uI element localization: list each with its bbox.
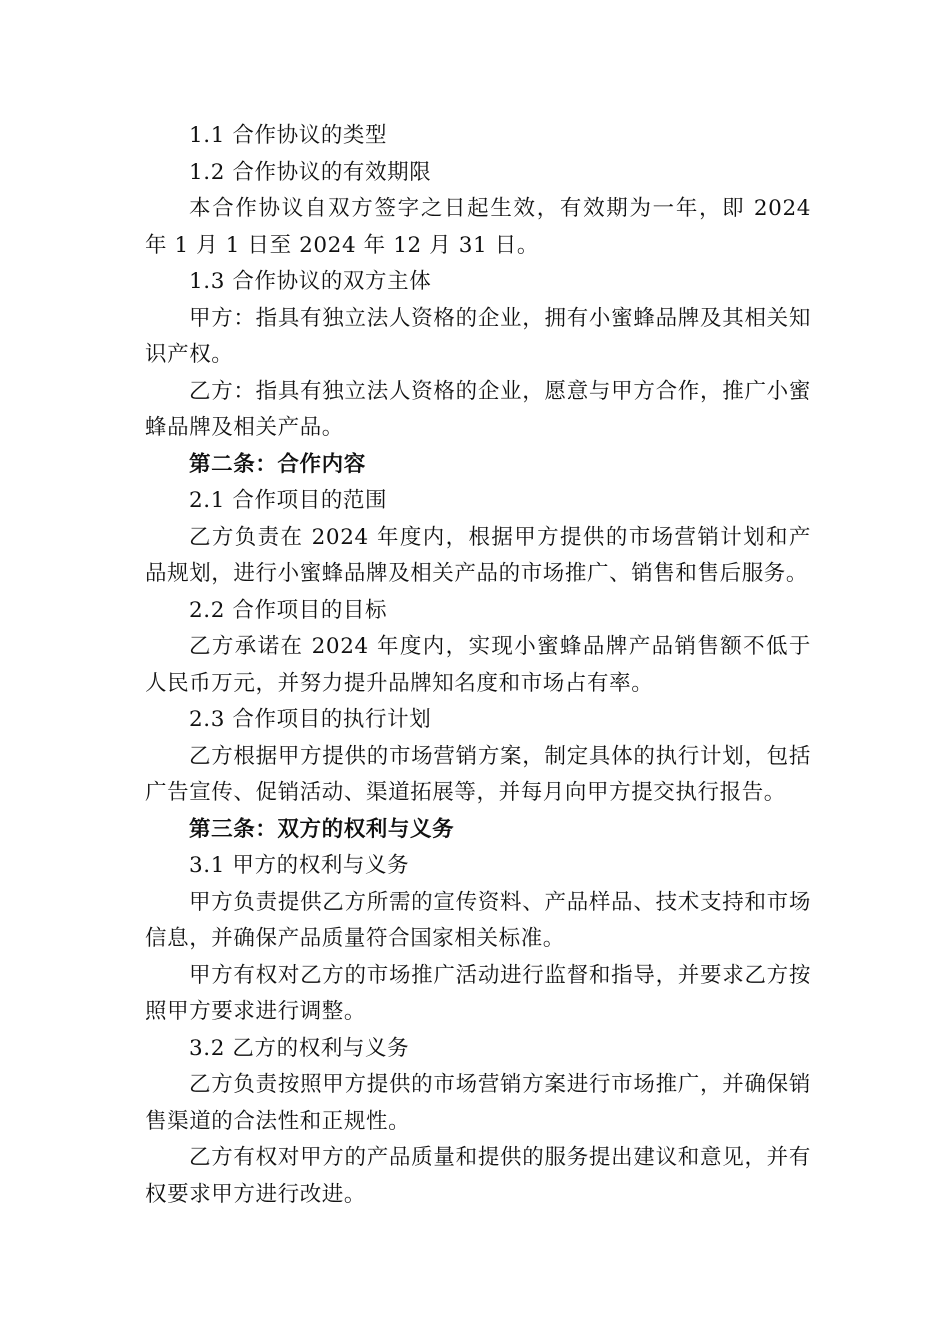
paragraph-goal: 乙方承诺在 2024 年度内，实现小蜜蜂品牌产品销售额不低于人民币万元，并努力提升品牌知名度和市场占有率。 — [145, 634, 811, 696]
heading-article-3: 第三条：双方的权利与义务 — [189, 816, 455, 842]
subheading-1-2: 1.2 合作协议的有效期限 — [189, 159, 432, 185]
paragraph-party-a-right: 甲方有权对乙方的市场推广活动进行监督和指导，并要求乙方按照甲方要求进行调整。 — [145, 962, 811, 1024]
document-body — [145, 118, 811, 1213]
subheading-3-1: 3.1 甲方的权利与义务 — [189, 853, 410, 878]
paragraph-party-b-right: 乙方有权对甲方的产品质量和提供的服务提出建议和意见，并有权要求甲方进行改进。 — [145, 1145, 811, 1207]
subheading-3-2: 3.2 乙方的权利与义务 — [189, 1035, 410, 1061]
paragraph-party-b-duty: 乙方负责按照甲方提供的市场营销方案进行市场推广，并确保销售渠道的合法性和正规性。 — [145, 1072, 811, 1134]
subheading-1-1: 1.1 合作协议的类型 — [189, 123, 388, 148]
subheading-1-3: 1.3 合作协议的双方主体 — [189, 269, 432, 294]
heading-article-2: 第二条：合作内容 — [189, 451, 366, 477]
paragraph-party-a-duty: 甲方负责提供乙方所需的宣传资料、产品样品、技术支持和市场信息，并确保产品质量符合国家相关标准。 — [145, 889, 811, 951]
paragraph-plan: 乙方根据甲方提供的市场营销方案，制定具体的执行计划，包括广告宣传、促销活动、渠道拓展等，并每月向甲方提交执行报告。 — [145, 743, 811, 805]
paragraph-scope: 乙方负责在 2024 年度内，根据甲方提供的市场营销计划和产品规划，进行小蜜蜂品牌及相关产品的市场推广、销售和售后服务。 — [145, 524, 811, 586]
paragraph-party-b: 乙方：指具有独立法人资格的企业，愿意与甲方合作，推广小蜜蜂品牌及相关产品。 — [145, 378, 811, 440]
paragraph-validity: 本合作协议自双方签字之日起生效，有效期为一年，即 2024 年 1 月 1 日至 2024 年 12 月 31 日。 — [145, 196, 811, 258]
paragraph-party-a: 甲方：指具有独立法人资格的企业，拥有小蜜蜂品牌及其相关知识产权。 — [145, 305, 811, 367]
subheading-2-1: 2.1 合作项目的范围 — [189, 488, 388, 513]
subheading-2-3: 2.3 合作项目的执行计划 — [189, 707, 432, 732]
subheading-2-2: 2.2 合作项目的目标 — [189, 597, 388, 623]
